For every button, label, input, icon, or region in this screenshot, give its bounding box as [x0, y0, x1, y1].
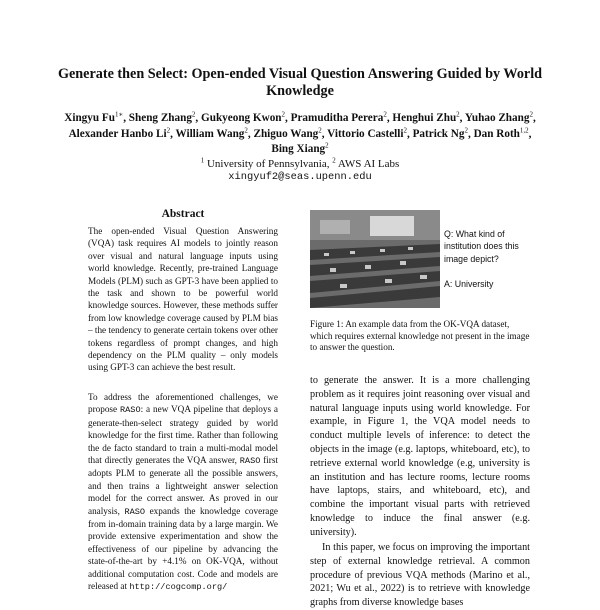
- paper-title: Generate then Select: Open-ended Visual Question Answering Guided by World Knowledge: [57, 66, 543, 99]
- author-name: Sheng Zhang: [128, 112, 192, 124]
- abstract-text: expands the knowledge coverage from in-domain training data by a large margin. We provide extensive experimentation and show the effectiveness of our pipeline by advancing the state-of-the-art by +4.1% on OK-VQA, without additional computation cost. Code and models are released at: [88, 505, 278, 592]
- author-affiliation-marker: 2: [325, 141, 329, 150]
- affiliation-marker: 2: [332, 156, 336, 165]
- author-name: Alexander Hanbo Li: [68, 127, 167, 140]
- affiliations: [60, 158, 540, 171]
- contact-email[interactable]: xingyuf2@seas.upenn.edu: [228, 171, 372, 183]
- author-affiliation-marker: 2: [529, 110, 533, 119]
- author-affiliation-marker: 2: [456, 110, 460, 119]
- author-affiliation-marker: 1,2: [519, 125, 529, 134]
- body-paragraph-1: to generate the answer. It is a more challenging problem as it requires joint reasoning over visual and natural language inputs using world knowledge. For example, in Figure 1, the VQA model needs to conduct multiple levels of inference: to detect the objects in the image (e.g. laptops, whiteboard, etc), to retrieve external world knowledge (e.g, university is an institution and has lecture rooms, lecture rooms have laptops, stairs, and whiteboard, etc), and combine the important visual parts with retrieved knowledge to induce the final answer (e.g. university).: [310, 375, 530, 538]
- method-name: RASO: [124, 506, 146, 517]
- author-affiliation-marker: 2: [383, 110, 387, 119]
- author-name: Zhiguo Wang: [253, 127, 319, 140]
- author-affiliation-marker: 2: [464, 125, 468, 134]
- author-affiliation-marker: 2: [403, 125, 407, 134]
- author-affiliation-marker: 2: [318, 125, 322, 134]
- figure-answer: A: University: [444, 279, 494, 289]
- affiliation-marker: 1: [200, 156, 205, 165]
- author-name: Bing Xiang: [271, 143, 326, 155]
- abstract-paragraph-2: [88, 391, 278, 594]
- author-name: Patrick Ng: [412, 127, 465, 140]
- author-name: William Wang: [175, 127, 245, 140]
- figure-caption: Figure 1: An example data from the OK-VQA dataset, which requires external knowledge not present in the image to answer the question.: [310, 319, 530, 353]
- abstract-text: first adopts PLM to generate all the possible answers, and then trains a lightweight answer selection model for the correct answer. As proved in our analysis,: [88, 455, 278, 516]
- abstract-heading: Abstract: [161, 208, 205, 220]
- author-name: Xingyu Fu: [64, 112, 115, 124]
- method-name: RASO: [239, 456, 261, 467]
- author-name: Pramuditha Perera: [290, 112, 384, 124]
- abstract-text: : a new VQA pipeline that deploys a generate-then-select strategy guided by world knowledge for the first time. Rather than following the de facto standard to train a multi-modal model that directly generates the VQA answer,: [88, 404, 279, 466]
- author-list: Xingyu $Fu^{1∗}$, Sheng Zhang$^2$, Gukyeong Kwon$^2$, Pramuditha Perera$^2$, Henghui Zhu$^2$, Yuhao Zhang$^2$, Alexander Hanbo Li$^2$, William Wang$^2$, Zhiguo Wang$^2$, Vittorio Castelli$^2$, Patrick Ng$^2$, Dan Roth$^{1,2}$, Bing Xiang$^2$: [64, 110, 536, 155]
- author-name: Henghui Zhu: [392, 112, 457, 124]
- author-affiliation-marker: 2: [281, 110, 286, 119]
- affiliation-2: AWS AI Labs: [337, 158, 400, 170]
- method-name: RASO: [119, 405, 141, 416]
- lecture-hall-illustration: [310, 210, 440, 308]
- code-link[interactable]: http://cogcomp.org/: [129, 582, 228, 593]
- abstract-text: To address the aforementioned challenges, we propose: [88, 392, 278, 415]
- author-name: Gukyeong Kwon: [201, 112, 282, 124]
- figure-question: Q: What kind of institution does this image depict?: [444, 229, 519, 264]
- affiliation-1: University of Pennsylvania,: [206, 158, 330, 170]
- author-name: Yuhao Zhang: [464, 112, 530, 124]
- lecture-hall-photo: [310, 210, 440, 308]
- author-affiliation-marker: 2: [244, 125, 248, 134]
- author-name: Vittorio Castelli: [327, 127, 404, 140]
- author-name: Dan Roth: [473, 127, 520, 140]
- author-affiliation-marker: 2: [166, 125, 171, 134]
- abstract-paragraph-1: The open-ended Visual Question Answering (VQA) task requires AI models to jointly reason over visual and natural language inputs using world knowledge. Recently, pre-trained Language Models (PLM) such as GPT-3 have been applied to the task and shown to be powerful world knowledge sources. However, these methods suffer from low knowledge coverage caused by PLM bias – the tendency to generate certain tokens over other tokens regardless of prompt changes, and high dependency on the PLM quality – only models using GPT-3 can achieve the best result.: [88, 226, 278, 373]
- author-affiliation-marker: 2: [191, 110, 196, 119]
- author-affiliation-marker: 1∗: [114, 110, 124, 119]
- body-paragraph-2: In this paper, we focus on improving the important step of external knowledge retrieval. A common procedure of previous VQA methods (Marino et al., 2021; Wu et al., 2022) is to retrieve with knowledge graphs from diverse knowledge bases: [310, 542, 530, 609]
